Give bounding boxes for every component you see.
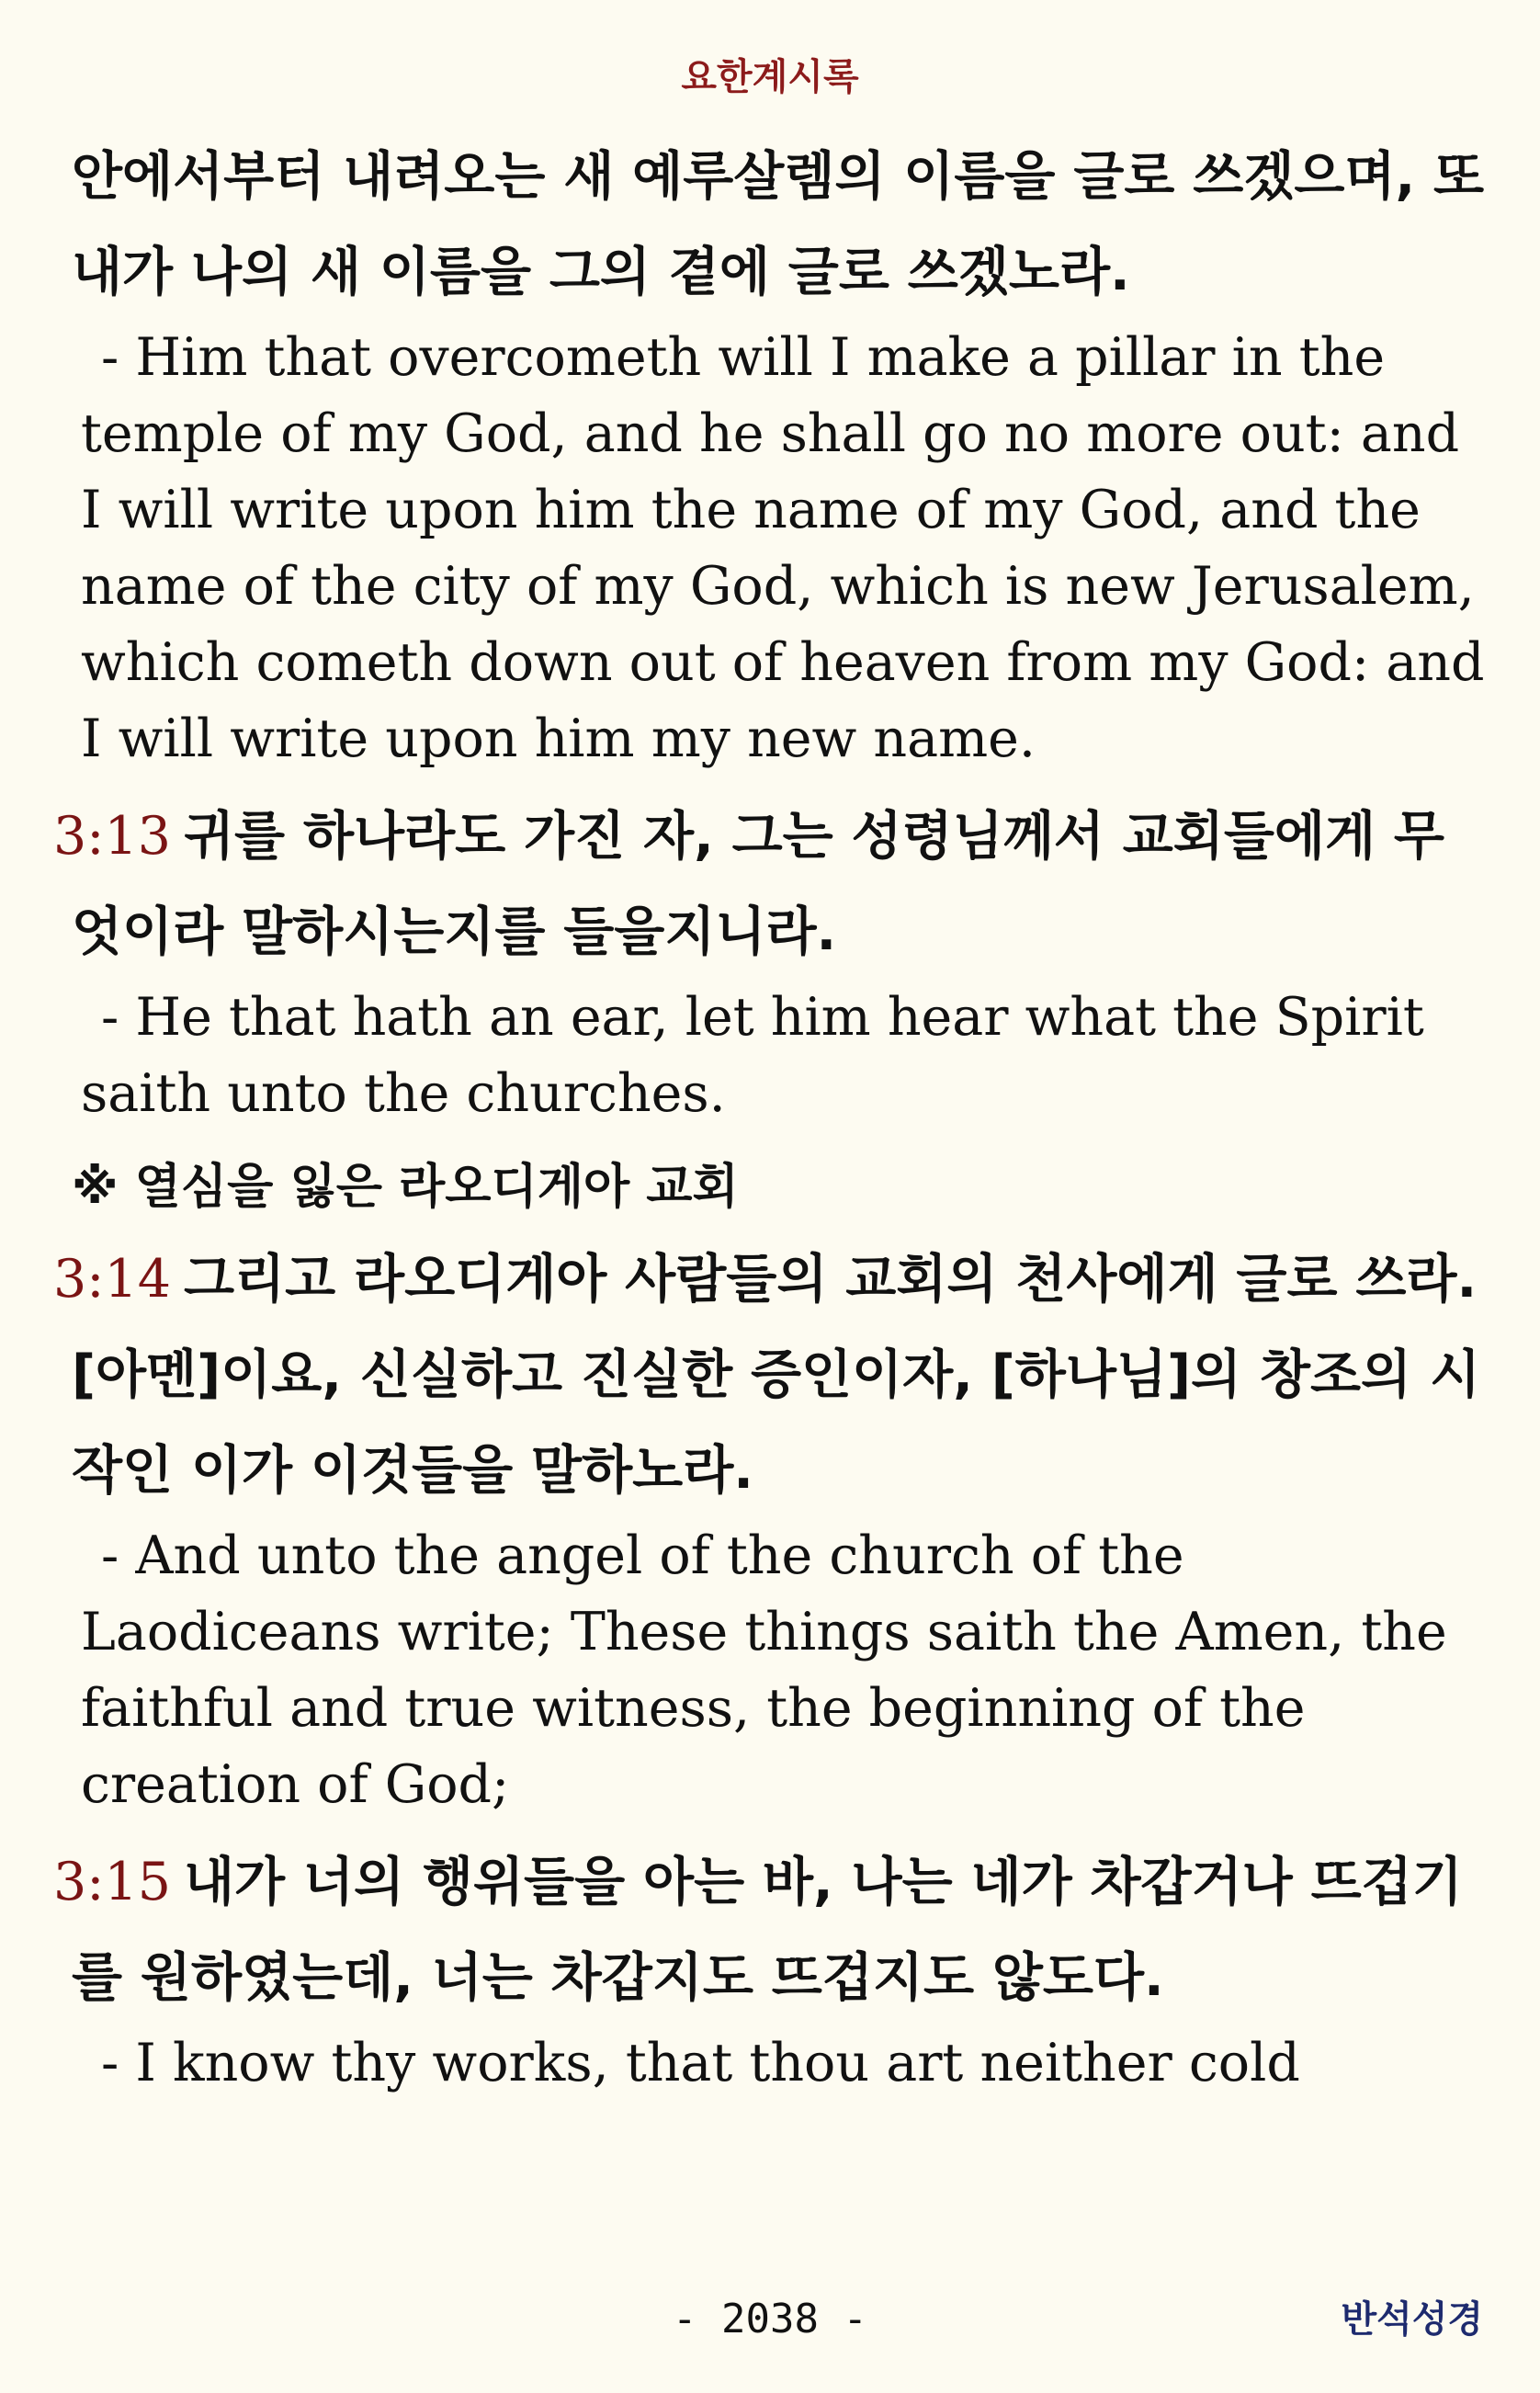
- verse-korean-text: 귀를 하나라도 가진 자, 그는 성령님께서 교회들에게 무엇이라 말하시는지를 들을지니라.: [72, 806, 1444, 962]
- publisher-brand: 반석성경: [1341, 2298, 1483, 2341]
- verse-number: 3:15: [53, 1852, 171, 1912]
- book-title: 요한계시록: [681, 56, 859, 98]
- verse-korean: [53, 788, 1487, 980]
- verse-english: [81, 1518, 1487, 1823]
- verse-english: [81, 980, 1487, 1132]
- verse-korean: [72, 129, 1487, 320]
- verse-number: 3:13: [53, 806, 171, 867]
- verse-english-text: Him that overcometh will I make a pillar in the temple of my God, and he shall go no more out: and I will write upon him the name of my God, and the name of the city of my God, which is new Jerusalem, which cometh down out of heaven from my God: and I will write upon him my new name.: [81, 327, 1485, 769]
- dash-marker: -: [101, 1525, 119, 1586]
- verse-number: 3:14: [53, 1249, 171, 1310]
- verse-korean: [53, 1231, 1487, 1518]
- dash-marker: -: [101, 327, 119, 388]
- section-heading: ※ 열심을 잃은 라오디게아 교회: [72, 1160, 739, 1215]
- verse-english: [81, 2025, 1487, 2102]
- verse-korean-text: 안에서부터 내려오는 새 예루살렘의 이름을 글로 쓰겠으며, 또 내가 나의 새 이름을 그의 곁에 글로 쓰겠노라.: [72, 146, 1485, 302]
- dash-marker: -: [101, 987, 119, 1048]
- verse-korean-text: 내가 너의 행위들을 아는 바, 나는 네가 차갑거나 뜨겁기를 원하였는데, 너는 차갑지도 뜨겁지도 않도다.: [72, 1852, 1463, 2008]
- verse-english: [81, 320, 1487, 777]
- page-number: - 2038 -: [673, 2296, 867, 2342]
- verse-korean-text: 그리고 라오디게아 사람들의 교회의 천사에게 글로 쓰라. [아멘]이요, 신실하고 진실한 증인이자, [하나님]의 창조의 시작인 이가 이것들을 말하노라.: [72, 1249, 1480, 1501]
- scripture-text: [53, 129, 1487, 2113]
- verse-english-text: I know thy works, that thou art neither cold: [135, 2033, 1300, 2093]
- dash-marker: -: [101, 2033, 119, 2093]
- verse-english-text: He that hath an ear, let him hear what the Spirit saith unto the churches.: [81, 987, 1424, 1124]
- verse-korean: [53, 1834, 1487, 2025]
- verse-english-text: And unto the angel of the church of the Laodiceans write; These things saith the Amen, the faithful and true witness, the beginning of the creation of God;: [81, 1525, 1447, 1815]
